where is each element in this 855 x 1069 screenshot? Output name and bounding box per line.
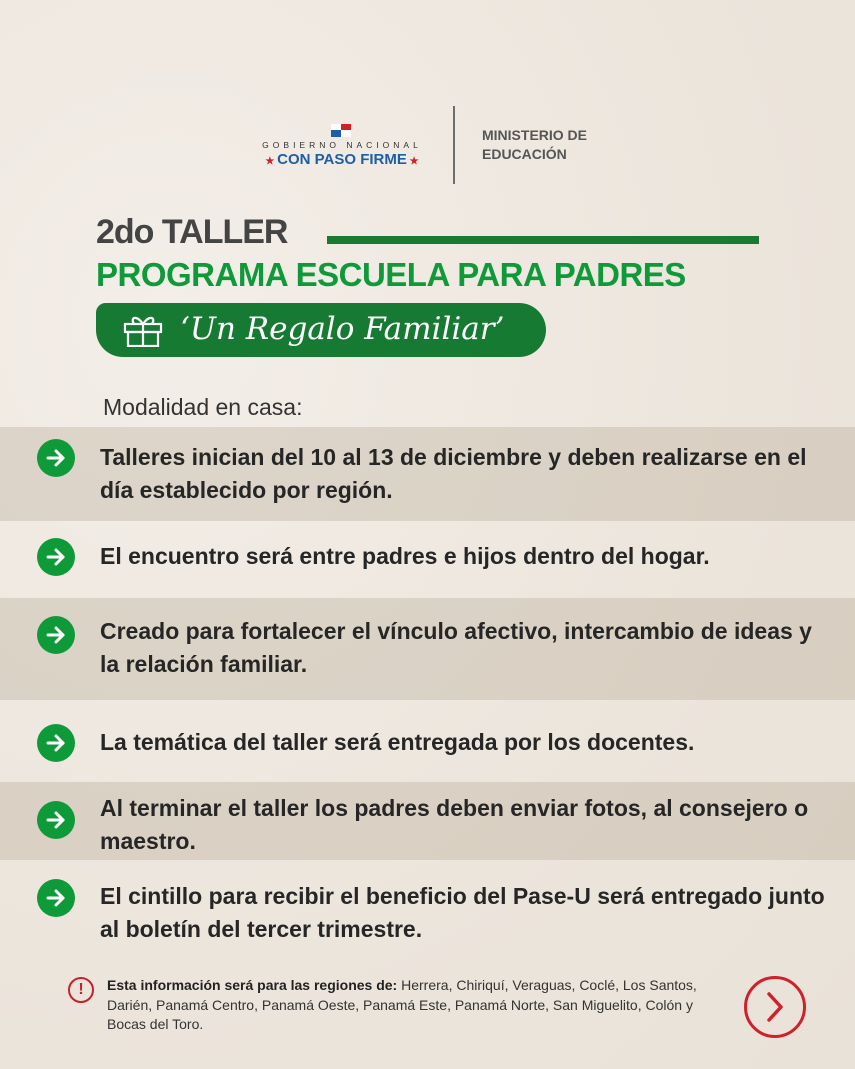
subtitle-banner <box>96 303 546 357</box>
subtitle-text: ‘Un Regalo Familiar’ <box>180 311 505 347</box>
list-item: La temática del taller será entregada por los docentes. <box>100 729 695 755</box>
ministry-name: MINISTERIO DE EDUCACIÓN <box>482 127 588 162</box>
exclamation-icon: ! <box>68 977 94 1003</box>
arrow-right-icon <box>37 616 75 654</box>
header-divider <box>453 106 455 184</box>
list-item: Talleres inician del 10 al 13 de diciembre y deben realizarse en el día establecido por región. <box>100 444 807 503</box>
chevron-right-icon <box>763 991 787 1023</box>
workshop-title: 2do TALLER <box>96 213 288 251</box>
list-item: El cintillo para recibir el beneficio del Pase-U será entregado junto al boletín del tercer trimestre. <box>100 883 825 942</box>
gov-logo-line1: GOBIERNO NACIONAL <box>262 140 422 150</box>
regions-note: Esta información será para las regiones de: Herrera, Chiriquí, Veraguas, Coclé, Los Santos, Darién, Panamá Centro, Panamá Oeste, Panamá Este, Panamá Norte, San Miguelito, Colón y Bocas del Toro. <box>107 977 697 1032</box>
arrow-right-icon <box>37 538 75 576</box>
list-item: El encuentro será entre padres e hijos dentro del hogar. <box>100 543 710 569</box>
program-title: PROGRAMA ESCUELA PARA PADRES <box>96 256 686 293</box>
title-rule <box>327 236 759 244</box>
modality-label: Modalidad en casa: <box>103 394 303 420</box>
gift-icon <box>122 313 164 352</box>
arrow-right-icon <box>37 724 75 762</box>
next-slide-button[interactable] <box>744 976 806 1038</box>
gov-logo-line2: ★ CON PASO FIRME ★ <box>265 151 419 168</box>
arrow-right-icon <box>37 879 75 917</box>
panama-flag-icon <box>331 124 351 137</box>
list-item: Creado para fortalecer el vínculo afectivo, intercambio de ideas y la relación familiar. <box>100 618 812 677</box>
arrow-right-icon <box>37 801 75 839</box>
list-item: Al terminar el taller los padres deben enviar fotos, al consejero o maestro. <box>100 795 809 854</box>
arrow-right-icon <box>37 439 75 477</box>
